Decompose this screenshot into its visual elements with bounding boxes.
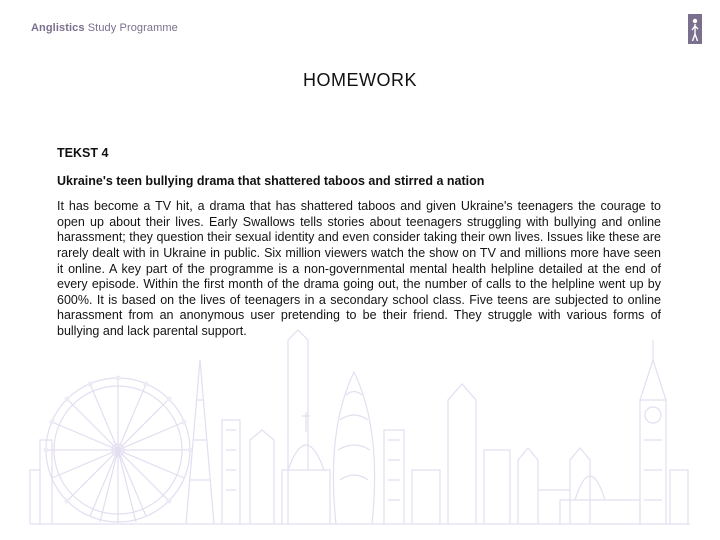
article-body: It has become a TV hit, a drama that has shattered taboos and given Ukraine's teenagers the courage to open up about their lives. Early Swallows tells stories about teenagers struggling with bullying and online harassment; they question their sexual identity and even consider taking their own lives. Issues like these are rarely dealt with in Ukraine in public. Six million viewers watch the show on TV and millions more have seen it online. A key part of the programme is a non-governmental mental health helpline detailed at the end of every episode. Within the first month of the drama going out, the number of calls to the helpline went up by 600%. It is based on the lives of teenagers in a secondary school class. Five teens are subjected to online harassment from an anonymous user pretending to be their friend. They struggle with various forms of bullying and lack parental support. <box>57 199 661 338</box>
brand-subtitle: Study Programme <box>84 22 178 34</box>
brand-name: Anglistics <box>31 22 85 34</box>
text-block <box>57 146 661 340</box>
programme-brand <box>31 22 178 34</box>
text-label: TEKST 4 <box>57 146 109 160</box>
figure-logo-icon <box>688 14 702 44</box>
article-heading: Ukraine's teen bullying drama that shattered taboos and stirred a nation <box>57 173 485 188</box>
page-title: HOMEWORK <box>303 70 417 90</box>
